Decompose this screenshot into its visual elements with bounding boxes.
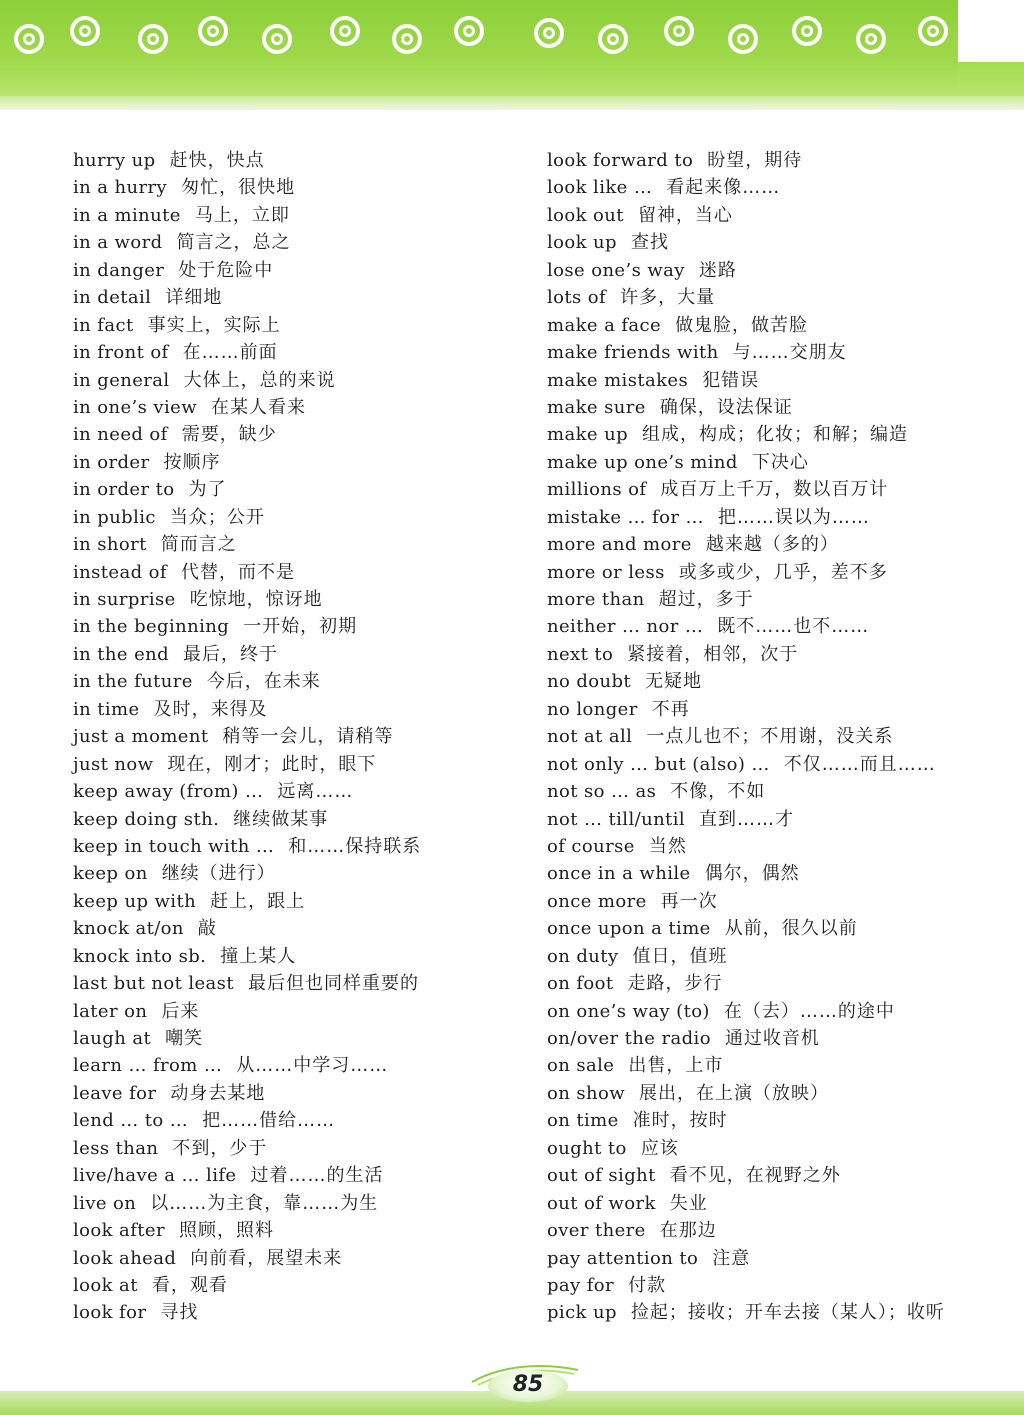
phrase-entry <box>547 312 997 339</box>
phrase-entry <box>73 860 513 887</box>
phrase-english: last but not least <box>73 973 234 995</box>
phrase-english: more than <box>547 589 645 610</box>
phrase-entry <box>547 421 997 448</box>
phrase-english: just a moment <box>73 726 209 748</box>
phrase-chinese: 赶快，快点 <box>169 150 265 171</box>
phrase-chinese: 简言之，总之 <box>176 232 291 254</box>
ring-icon <box>14 24 44 54</box>
phrase-chinese: 应该 <box>640 1137 679 1159</box>
phrase-chinese: 在某人看来 <box>211 396 307 418</box>
phrase-entry <box>73 394 513 421</box>
phrase-english: make sure <box>547 396 646 418</box>
phrase-entry <box>73 202 513 229</box>
phrase-entry <box>73 257 513 284</box>
phrase-english: less than <box>73 1137 159 1159</box>
phrase-chinese: 展出，在上演（放映） <box>639 1082 830 1104</box>
phrase-chinese: 偶尔，偶然 <box>704 863 800 885</box>
phrase-english: on foot <box>547 973 614 995</box>
phrase-entry <box>73 613 513 640</box>
phrase-entry <box>547 1135 997 1162</box>
phrase-english: not only … but (also) … <box>547 753 770 775</box>
phrase-english: of course <box>547 835 635 857</box>
phrase-chinese: 从……中学习…… <box>236 1055 389 1077</box>
phrase-english: in danger <box>73 259 165 281</box>
phrase-chinese: 无疑地 <box>645 671 703 693</box>
phrase-english: in public <box>73 506 156 528</box>
phrase-english: pick up <box>547 1302 617 1324</box>
phrase-chinese: 最后，终于 <box>183 643 279 665</box>
phrase-entry <box>547 174 997 201</box>
phrase-entry <box>73 696 513 723</box>
phrase-entry <box>547 806 997 833</box>
phrase-entry <box>547 696 997 723</box>
phrase-entry <box>73 943 513 970</box>
phrase-entry <box>547 1052 997 1079</box>
header-corner-band <box>958 62 1024 96</box>
ring-icon <box>392 24 422 54</box>
phrase-english: mistake … for … <box>547 506 704 528</box>
phrase-english: millions of <box>547 479 647 501</box>
phrase-entry <box>73 367 513 394</box>
phrase-english: lend … to … <box>73 1110 189 1132</box>
phrase-chinese: 过着……的生活 <box>250 1165 384 1187</box>
phrase-chinese: 处于危险中 <box>178 259 274 281</box>
phrase-chinese: 匆忙，很快地 <box>181 177 296 199</box>
phrase-chinese: 做鬼脸，做苦脸 <box>675 314 809 336</box>
phrase-chinese: 通过收音机 <box>724 1028 820 1049</box>
ring-icon <box>262 24 292 54</box>
phrase-entry <box>73 1299 513 1326</box>
phrase-english: look up <box>547 232 617 254</box>
phrase-english: in a hurry <box>73 177 168 199</box>
phrase-entry <box>73 504 513 531</box>
phrase-chinese: 当众；公开 <box>169 506 265 528</box>
phrase-chinese: 直到……才 <box>699 808 795 830</box>
ring-icon <box>598 24 628 54</box>
phrase-english: more and more <box>547 534 692 556</box>
phrase-english: pay attention to <box>547 1247 699 1269</box>
phrase-chinese: 稍等一会儿，请稍等 <box>222 726 394 748</box>
phrase-english: once in a while <box>547 863 691 885</box>
phrase-chinese: 付款 <box>628 1274 667 1296</box>
phrase-entry <box>73 586 513 613</box>
phrase-chinese: 越来越（多的） <box>705 534 839 556</box>
ring-icon <box>454 16 484 46</box>
phrase-entry <box>73 1245 513 1272</box>
page-number: 85 <box>512 1372 544 1397</box>
phrase-english: not so … as <box>547 781 657 803</box>
phrase-entry <box>73 1217 513 1244</box>
phrase-english: live on <box>73 1192 137 1214</box>
phrase-chinese: 从前，很久以前 <box>724 918 858 940</box>
phrase-chinese: 许多，大量 <box>620 287 716 309</box>
phrase-english: in fact <box>73 314 134 336</box>
phrase-english: make mistakes <box>547 369 689 391</box>
phrase-chinese: 按顺序 <box>163 451 221 473</box>
phrase-english: once upon a time <box>547 918 711 940</box>
phrase-chinese: 动身去某地 <box>170 1082 266 1104</box>
phrase-entry <box>547 476 997 503</box>
phrase-chinese: 走路，步行 <box>627 973 723 995</box>
phrase-english: look at <box>73 1274 138 1296</box>
phrase-entry <box>73 1052 513 1079</box>
phrase-chinese: 下决心 <box>751 451 809 473</box>
phrase-chinese: 不仅……而且…… <box>783 753 936 775</box>
phrase-entry <box>547 778 997 805</box>
phrase-entry <box>547 339 997 366</box>
phrase-chinese: 一开始，初期 <box>243 616 358 638</box>
phrase-list-right <box>547 147 997 1327</box>
phrase-english: in detail <box>73 287 152 309</box>
phrase-english: make a face <box>547 314 662 336</box>
phrase-chinese: 准时，按时 <box>632 1110 728 1132</box>
phrase-english: look for <box>73 1302 147 1324</box>
phrase-chinese: 大体上，总的来说 <box>183 369 336 391</box>
phrase-english: keep away (from) … <box>73 781 264 803</box>
phrase-english: lots of <box>547 287 607 309</box>
phrase-entry <box>547 1025 997 1052</box>
phrase-chinese: 紧接着，相邻，次于 <box>627 643 799 665</box>
phrase-entry <box>547 723 997 750</box>
phrase-english: on duty <box>547 945 619 967</box>
phrase-english: look forward to <box>547 150 694 171</box>
phrase-chinese: 代替，而不是 <box>180 561 295 583</box>
phrase-entry <box>547 1245 997 1272</box>
phrase-english: look like … <box>547 177 653 199</box>
phrase-entry <box>73 1025 513 1052</box>
phrase-english: look after <box>73 1220 165 1242</box>
phrase-english: keep on <box>73 863 148 885</box>
phrase-chinese: 事实上，实际上 <box>147 314 281 336</box>
phrase-entry <box>547 1299 997 1326</box>
phrase-chinese: 向前看，展望未来 <box>190 1247 343 1269</box>
phrase-english: out of sight <box>547 1165 656 1187</box>
phrase-english: knock into sb. <box>73 945 207 967</box>
phrase-english: ought to <box>547 1137 627 1159</box>
phrase-chinese: 照顾，照料 <box>178 1220 274 1242</box>
phrase-chinese: 在（去）……的途中 <box>723 1000 895 1022</box>
phrase-english: next to <box>547 643 614 665</box>
phrase-entry <box>73 915 513 942</box>
phrase-chinese: 查找 <box>630 232 669 254</box>
phrase-english: look ahead <box>73 1247 177 1269</box>
ring-icon <box>534 18 564 48</box>
phrase-entry <box>73 751 513 778</box>
phrase-entry <box>547 284 997 311</box>
phrase-chinese: 组成，构成；化妆；和解；编造 <box>642 424 908 446</box>
phrase-english: in a word <box>73 232 163 254</box>
phrase-chinese: 及时，来得及 <box>153 698 268 720</box>
phrase-english: look out <box>547 204 624 226</box>
phrase-english: just now <box>73 753 154 775</box>
phrase-chinese: 赶上，跟上 <box>210 890 306 912</box>
phrase-english: in short <box>73 534 147 556</box>
phrase-entry <box>547 668 997 695</box>
phrase-chinese: 看不见，在视野之外 <box>669 1165 841 1187</box>
phrase-chinese: 吃惊地，惊讶地 <box>189 589 323 610</box>
phrase-english: keep up with <box>73 890 197 912</box>
phrase-english: in the future <box>73 671 193 693</box>
phrase-chinese: 最后但也同样重要的 <box>247 973 419 995</box>
phrase-entry <box>73 1190 513 1217</box>
ring-icon <box>918 16 948 46</box>
phrase-english: pay for <box>547 1274 615 1296</box>
phrase-english: more or less <box>547 561 665 583</box>
phrase-chinese: 敲 <box>197 918 217 940</box>
phrase-english: laugh at <box>73 1028 152 1049</box>
phrase-chinese: 成百万上千万，数以百万计 <box>660 479 889 501</box>
phrase-chinese: 继续做某事 <box>233 808 329 830</box>
phrase-english: no longer <box>547 698 638 720</box>
phrase-chinese: 为了 <box>188 479 227 501</box>
phrase-entry <box>547 257 997 284</box>
phrase-chinese: 寻找 <box>160 1302 199 1324</box>
phrase-entry <box>547 586 997 613</box>
phrase-entry <box>547 1107 997 1134</box>
phrase-english: make up <box>547 424 628 446</box>
phrase-chinese: 迷路 <box>698 259 737 281</box>
phrase-entry <box>73 312 513 339</box>
phrase-chinese: 失业 <box>669 1192 708 1214</box>
phrase-entry <box>73 1135 513 1162</box>
phrase-chinese: 不再 <box>651 698 690 720</box>
ring-icon <box>198 16 228 46</box>
phrase-entry <box>547 1080 997 1107</box>
ring-icon <box>664 16 694 46</box>
phrase-english: keep in touch with … <box>73 835 275 857</box>
phrase-entry <box>73 970 513 997</box>
phrase-english: learn … from … <box>73 1055 223 1077</box>
phrase-entry <box>73 668 513 695</box>
phrase-entry <box>547 504 997 531</box>
phrase-entry <box>73 998 513 1025</box>
phrase-chinese: 一点儿也不；不用谢，没关系 <box>646 726 894 748</box>
phrase-entry <box>73 339 513 366</box>
phrase-chinese: 或多或少，几乎，差不多 <box>678 561 888 583</box>
phrase-entry <box>73 833 513 860</box>
phrase-entry <box>73 531 513 558</box>
phrase-chinese: 盼望，期待 <box>707 150 803 171</box>
phrase-english: on time <box>547 1110 619 1132</box>
phrase-chinese: 远离…… <box>277 781 354 803</box>
header-strip <box>0 96 1024 110</box>
phrase-chinese: 把……误以为…… <box>717 506 870 528</box>
phrase-english: in surprise <box>73 589 176 610</box>
ring-icon <box>70 16 100 46</box>
phrase-entry <box>73 147 513 174</box>
phrase-chinese: 详细地 <box>165 287 223 309</box>
phrase-chinese: 和……保持联系 <box>288 835 422 857</box>
phrase-chinese: 看，观看 <box>151 1274 228 1296</box>
phrase-english: in a minute <box>73 204 181 226</box>
phrase-english: keep doing sth. <box>73 808 220 830</box>
phrase-english: hurry up <box>73 150 156 171</box>
phrase-english: once more <box>547 890 647 912</box>
phrase-chinese: 现在，刚才；此时，眼下 <box>167 753 377 775</box>
phrase-chinese: 既不……也不…… <box>717 616 870 638</box>
phrase-entry <box>547 860 997 887</box>
phrase-entry <box>547 970 997 997</box>
phrase-english: in the end <box>73 643 170 665</box>
phrase-chinese: 当然 <box>648 835 687 857</box>
phrase-chinese: 不到，少于 <box>172 1137 268 1159</box>
phrase-entry <box>547 367 997 394</box>
ring-icon <box>138 24 168 54</box>
phrase-chinese: 值日，值班 <box>632 945 728 967</box>
phrase-list-left <box>73 147 513 1327</box>
phrase-entry <box>547 915 997 942</box>
phrase-entry <box>547 449 997 476</box>
phrase-english: lose one’s way <box>547 259 685 281</box>
phrase-entry <box>73 723 513 750</box>
phrase-english: leave for <box>73 1082 157 1104</box>
phrase-english: make up one’s mind <box>547 451 738 473</box>
phrase-entry <box>547 202 997 229</box>
phrase-english: over there <box>547 1220 646 1242</box>
phrase-chinese: 马上，立即 <box>194 204 290 226</box>
phrase-entry <box>73 641 513 668</box>
phrase-chinese: 超过，多于 <box>658 589 754 610</box>
phrase-english: in general <box>73 369 170 391</box>
phrase-entry <box>73 806 513 833</box>
phrase-entry <box>547 394 997 421</box>
phrase-entry <box>73 1272 513 1299</box>
phrase-english: on show <box>547 1082 626 1104</box>
phrase-english: in one’s view <box>73 396 198 418</box>
phrase-entry <box>547 1217 997 1244</box>
page-number-badge <box>470 1360 580 1406</box>
phrase-entry <box>547 943 997 970</box>
phrase-english: in order to <box>73 479 175 501</box>
phrase-entry <box>547 147 997 174</box>
ring-icon <box>856 24 886 54</box>
phrase-chinese: 嘲笑 <box>165 1028 204 1049</box>
phrase-entry <box>547 229 997 256</box>
phrase-english: later on <box>73 1000 148 1022</box>
phrase-english: in front of <box>73 342 169 364</box>
phrase-entry <box>73 229 513 256</box>
phrase-entry <box>73 1080 513 1107</box>
phrase-english: instead of <box>73 561 167 583</box>
phrase-entry <box>73 1107 513 1134</box>
phrase-english: not … till/until <box>547 808 686 830</box>
phrase-chinese: 与……交朋友 <box>732 342 847 364</box>
phrase-chinese: 捡起；接收；开车去接（某人）；收听 <box>630 1302 945 1324</box>
phrase-english: live/have a … life <box>73 1165 237 1187</box>
phrase-entry <box>547 751 997 778</box>
phrase-english: knock at/on <box>73 918 184 940</box>
phrase-english: on/over the radio <box>547 1028 711 1049</box>
phrase-chinese: 再一次 <box>660 890 718 912</box>
phrase-entry <box>73 174 513 201</box>
phrase-entry <box>547 641 997 668</box>
phrase-english: no doubt <box>547 671 632 693</box>
phrase-chinese: 简而言之 <box>160 534 237 556</box>
phrase-chinese: 注意 <box>712 1247 751 1269</box>
phrase-english: in the beginning <box>73 616 230 638</box>
phrase-chinese: 不像，不如 <box>670 781 766 803</box>
phrase-english: out of work <box>547 1192 656 1214</box>
phrase-english: in need of <box>73 424 168 446</box>
phrase-entry <box>73 449 513 476</box>
phrase-chinese: 撞上某人 <box>220 945 297 967</box>
phrase-entry <box>73 1162 513 1189</box>
header-corner <box>958 0 1024 62</box>
phrase-entry <box>547 1272 997 1299</box>
phrase-entry <box>547 833 997 860</box>
phrase-chinese: 出售，上市 <box>628 1055 724 1077</box>
phrase-entry <box>547 998 997 1025</box>
phrase-entry <box>73 284 513 311</box>
phrase-entry <box>547 613 997 640</box>
phrase-english: on one’s way (to) <box>547 1000 710 1022</box>
phrase-chinese: 把……借给…… <box>202 1110 336 1132</box>
phrase-entry <box>73 888 513 915</box>
phrase-chinese: 以……为主食，靠……为生 <box>150 1192 379 1214</box>
phrase-english: on sale <box>547 1055 615 1077</box>
phrase-chinese: 继续（进行） <box>161 863 276 885</box>
phrase-chinese: 在那边 <box>659 1220 717 1242</box>
phrase-chinese: 在……前面 <box>182 342 278 364</box>
phrase-chinese: 看起来像…… <box>666 177 781 199</box>
ring-icon <box>330 16 360 46</box>
phrase-entry <box>73 421 513 448</box>
phrase-entry <box>547 1162 997 1189</box>
phrase-entry <box>73 476 513 503</box>
phrase-chinese: 确保，设法保证 <box>659 396 793 418</box>
ring-icon <box>728 24 758 54</box>
phrase-chinese: 需要，缺少 <box>181 424 277 446</box>
phrase-english: not at all <box>547 726 633 748</box>
phrase-chinese: 今后，在未来 <box>206 671 321 693</box>
ring-icon <box>792 16 822 46</box>
phrase-english: make friends with <box>547 342 719 364</box>
phrase-english: in order <box>73 451 150 473</box>
phrase-chinese: 留神，当心 <box>637 204 733 226</box>
phrase-chinese: 后来 <box>161 1000 200 1022</box>
phrase-entry <box>547 888 997 915</box>
phrase-entry <box>547 1190 997 1217</box>
phrase-entry <box>73 559 513 586</box>
phrase-chinese: 犯错误 <box>702 369 760 391</box>
phrase-english: neither … nor … <box>547 616 704 638</box>
phrase-entry <box>73 778 513 805</box>
phrase-entry <box>547 559 997 586</box>
phrase-entry <box>547 531 997 558</box>
phrase-english: in time <box>73 698 140 720</box>
